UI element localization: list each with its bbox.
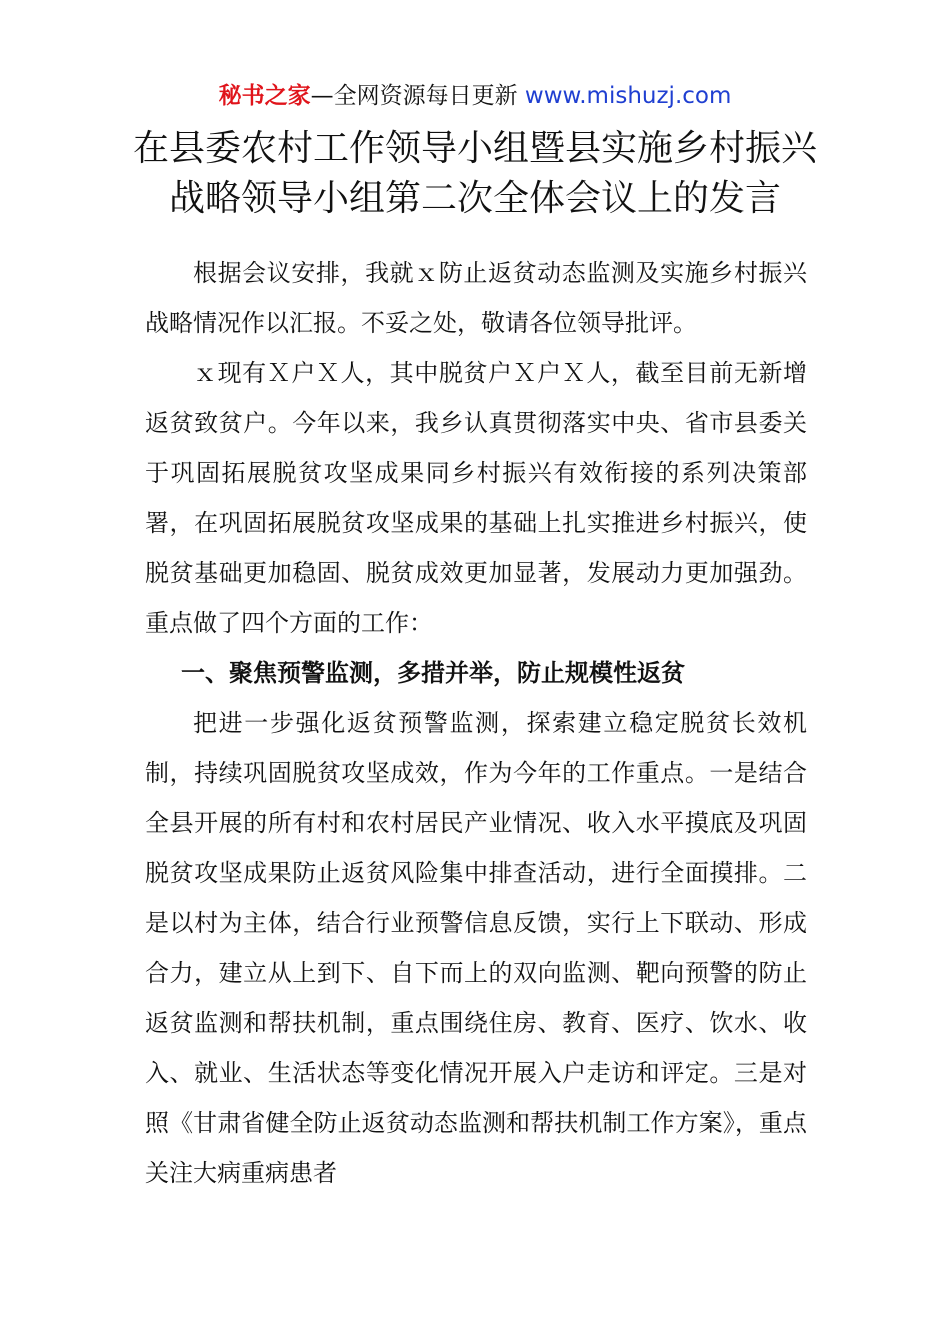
section-heading: 一、聚焦预警监测，多措并举，防止规模性返贫 bbox=[181, 659, 685, 687]
document-title: 在县委农村工作领导小组暨县实施乡村振兴战略领导小组第二次全体会议上的发言 bbox=[132, 128, 817, 219]
site-tagline: —全网资源每日更新 bbox=[310, 83, 518, 109]
site-header-banner bbox=[0, 80, 950, 112]
intro-paragraph: 根据会议安排，我就ｘ防止返贫动态监测及实施乡村振兴战略情况作以汇报。不妥之处，敬请各位领导批评。 bbox=[145, 259, 807, 337]
document-body bbox=[145, 248, 807, 1198]
site-brand: 秘书之家 bbox=[218, 83, 311, 109]
section-paragraph: 把进一步强化返贫预警监测，探索建立稳定脱贫长效机制，持续巩固脱贫攻坚成效，作为今年的工作重点。一是结合全县开展的所有村和农村居民产业情况、收入水平摸底及巩固脱贫攻坚成果防止返贫风险集中排查活动，进行全面摸排。二是以村为主体，结合行业预警信息反馈，实行上下联动、形成合力，建立从上到下、自下而上的双向监测、靶向预警的防止返贫监测和帮扶机制，重点围绕住房、教育、医疗、饮水、收入、就业、生活状态等变化情况开展入户走访和评定。三是对照《甘肃省健全防止返贫动态监测和帮扶机制工作方案》，重点关注大病重病患者 bbox=[145, 709, 807, 1187]
overview-paragraph: ｘ现有Ｘ户Ｘ人，其中脱贫户Ｘ户Ｘ人，截至目前无新增返贫致贫户。今年以来，我乡认真贯彻落实中央、省市县委关于巩固拓展脱贫攻坚成果同乡村振兴有效衔接的系列决策部署，在巩固拓展脱贫攻坚成果的基础上扎实推进乡村振兴，使脱贫基础更加稳固、脱贫成效更加显著，发展动力更加强劲。重点做了四个方面的工作： bbox=[145, 359, 807, 637]
site-url-link[interactable]: www.mishuzj.com bbox=[524, 83, 732, 109]
